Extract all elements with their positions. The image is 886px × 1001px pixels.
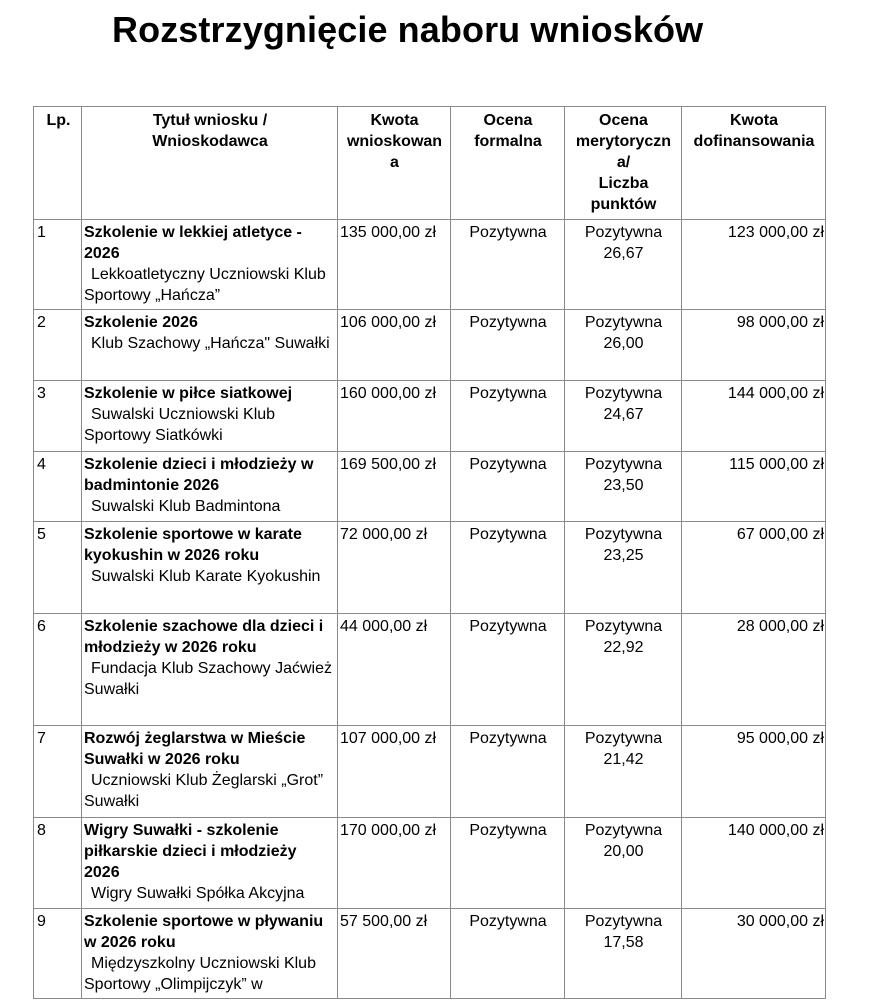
- project-title: Wigry Suwałki - szkolenie piłkarskie dzieci i młodzieży 2026: [84, 822, 297, 881]
- cell-formal-assessment: Pozytywna: [451, 726, 565, 818]
- applicant-name: Klub Szachowy „Hańcza" Suwałki: [91, 335, 330, 352]
- cell-formal-assessment: Pozytywna: [451, 310, 565, 381]
- cell-grant-amount: 28 000,00 zł: [682, 614, 826, 726]
- table-row: [34, 220, 826, 310]
- cell-requested-amount: 72 000,00 zł: [338, 522, 451, 614]
- table-row: [34, 452, 826, 522]
- cell-merit-assessment: Pozytywna 23,50: [565, 452, 682, 522]
- table-row: [34, 522, 826, 614]
- cell-merit-assessment: Pozytywna 26,00: [565, 310, 682, 381]
- merit-points: 22,92: [603, 639, 644, 656]
- applicant-name: Fundacja Klub Szachowy Jaćwież Suwałki: [84, 660, 333, 698]
- applicant-name: Lekkoatletyczny Uczniowski Klub Sportowy „Hańcza”: [84, 266, 326, 304]
- project-title: Szkolenie 2026: [84, 314, 198, 331]
- merit-points: 26,00: [603, 335, 644, 352]
- cell-lp: 3: [34, 381, 82, 452]
- cell-lp: 8: [34, 818, 82, 909]
- applicant-name: Suwalski Uczniowski Klub Sportowy Siatkówki: [84, 406, 276, 444]
- cell-merit-assessment: Pozytywna 21,42: [565, 726, 682, 818]
- cell-lp: 1: [34, 220, 82, 310]
- cell-grant-amount: 140 000,00 zł: [682, 818, 826, 909]
- applicant-name: Wigry Suwałki Spółka Akcyjna: [91, 885, 305, 902]
- header-formal-assessment: Ocena formalna: [451, 107, 565, 220]
- cell-merit-assessment: Pozytywna 20,00: [565, 818, 682, 909]
- cell-grant-amount: 115 000,00 zł: [682, 452, 826, 522]
- cell-formal-assessment: Pozytywna: [451, 818, 565, 909]
- merit-points: 24,67: [603, 406, 644, 423]
- applicant-name: Suwalski Klub Karate Kyokushin: [91, 568, 321, 585]
- cell-lp: 9: [34, 909, 82, 999]
- merit-points: 20,00: [603, 843, 644, 860]
- cell-title: [82, 909, 338, 999]
- cell-title: [82, 522, 338, 614]
- cell-requested-amount: 169 500,00 zł: [338, 452, 451, 522]
- cell-lp: 5: [34, 522, 82, 614]
- cell-requested-amount: 135 000,00 zł: [338, 220, 451, 310]
- merit-points: 26,67: [603, 245, 644, 262]
- header-requested-amount: Kwota wnioskowan a: [338, 107, 451, 220]
- header-title: Tytuł wniosku / Wnioskodawca: [82, 107, 338, 220]
- table-header-row: [34, 107, 826, 220]
- cell-title: [82, 818, 338, 909]
- cell-grant-amount: 95 000,00 zł: [682, 726, 826, 818]
- project-title: Szkolenie w lekkiej atletyce - 2026: [84, 224, 302, 262]
- cell-lp: 4: [34, 452, 82, 522]
- project-title: Szkolenie szachowe dla dzieci i młodzieży w 2026 roku: [84, 618, 324, 656]
- project-title: Szkolenie sportowe w karate kyokushin w 2026 roku: [84, 526, 302, 564]
- cell-merit-assessment: Pozytywna 24,67: [565, 381, 682, 452]
- project-title: Rozwój żeglarstwa w Mieście Suwałki w 2026 roku: [84, 730, 306, 768]
- merit-points: 23,25: [603, 547, 644, 564]
- table-row: [34, 818, 826, 909]
- cell-grant-amount: 98 000,00 zł: [682, 310, 826, 381]
- header-grant-amount: Kwota dofinansowania: [682, 107, 826, 220]
- cell-lp: 2: [34, 310, 82, 381]
- header-merit-assessment: Ocena merytoryczn a/ Liczba punktów: [565, 107, 682, 220]
- cell-requested-amount: 106 000,00 zł: [338, 310, 451, 381]
- applicant-name: Uczniowski Klub Żeglarski „Grot” Suwałki: [84, 772, 324, 810]
- cell-title: [82, 220, 338, 310]
- table-body: [34, 220, 826, 999]
- cell-requested-amount: 44 000,00 zł: [338, 614, 451, 726]
- applicant-name: Międzyszkolny Uczniowski Klub Sportowy „Olimpijczyk” w: [84, 955, 316, 993]
- table-row: [34, 614, 826, 726]
- cell-requested-amount: 170 000,00 zł: [338, 818, 451, 909]
- cell-formal-assessment: Pozytywna: [451, 614, 565, 726]
- cell-formal-assessment: Pozytywna: [451, 220, 565, 310]
- project-title: Szkolenie sportowe w pływaniu w 2026 roku: [84, 913, 324, 951]
- cell-grant-amount: 144 000,00 zł: [682, 381, 826, 452]
- table-row: [34, 381, 826, 452]
- cell-requested-amount: 160 000,00 zł: [338, 381, 451, 452]
- merit-points: 17,58: [603, 934, 644, 951]
- applicant-name: Suwalski Klub Badmintona: [91, 498, 281, 515]
- cell-grant-amount: 67 000,00 zł: [682, 522, 826, 614]
- cell-merit-assessment: Pozytywna 22,92: [565, 614, 682, 726]
- merit-points: 23,50: [603, 477, 644, 494]
- cell-lp: 6: [34, 614, 82, 726]
- cell-grant-amount: 30 000,00 zł: [682, 909, 826, 999]
- cell-title: [82, 452, 338, 522]
- table-row: [34, 909, 826, 999]
- cell-requested-amount: 107 000,00 zł: [338, 726, 451, 818]
- cell-lp: 7: [34, 726, 82, 818]
- table-row: [34, 310, 826, 381]
- cell-requested-amount: 57 500,00 zł: [338, 909, 451, 999]
- table-row: [34, 726, 826, 818]
- header-lp: Lp.: [34, 107, 82, 220]
- cell-formal-assessment: Pozytywna: [451, 909, 565, 999]
- cell-title: [82, 381, 338, 452]
- cell-grant-amount: 123 000,00 zł: [682, 220, 826, 310]
- cell-merit-assessment: Pozytywna 26,67: [565, 220, 682, 310]
- project-title: Szkolenie dzieci i młodzieży w badmintonie 2026: [84, 456, 314, 494]
- page-title: Rozstrzygnięcie naboru wniosków: [112, 9, 704, 50]
- cell-merit-assessment: Pozytywna 17,58: [565, 909, 682, 999]
- cell-formal-assessment: Pozytywna: [451, 452, 565, 522]
- cell-title: [82, 726, 338, 818]
- cell-merit-assessment: Pozytywna 23,25: [565, 522, 682, 614]
- merit-points: 21,42: [603, 751, 644, 768]
- cell-title: [82, 614, 338, 726]
- cell-formal-assessment: Pozytywna: [451, 381, 565, 452]
- cell-formal-assessment: Pozytywna: [451, 522, 565, 614]
- cell-title: [82, 310, 338, 381]
- project-title: Szkolenie w piłce siatkowej: [84, 385, 293, 402]
- results-table: [33, 106, 826, 999]
